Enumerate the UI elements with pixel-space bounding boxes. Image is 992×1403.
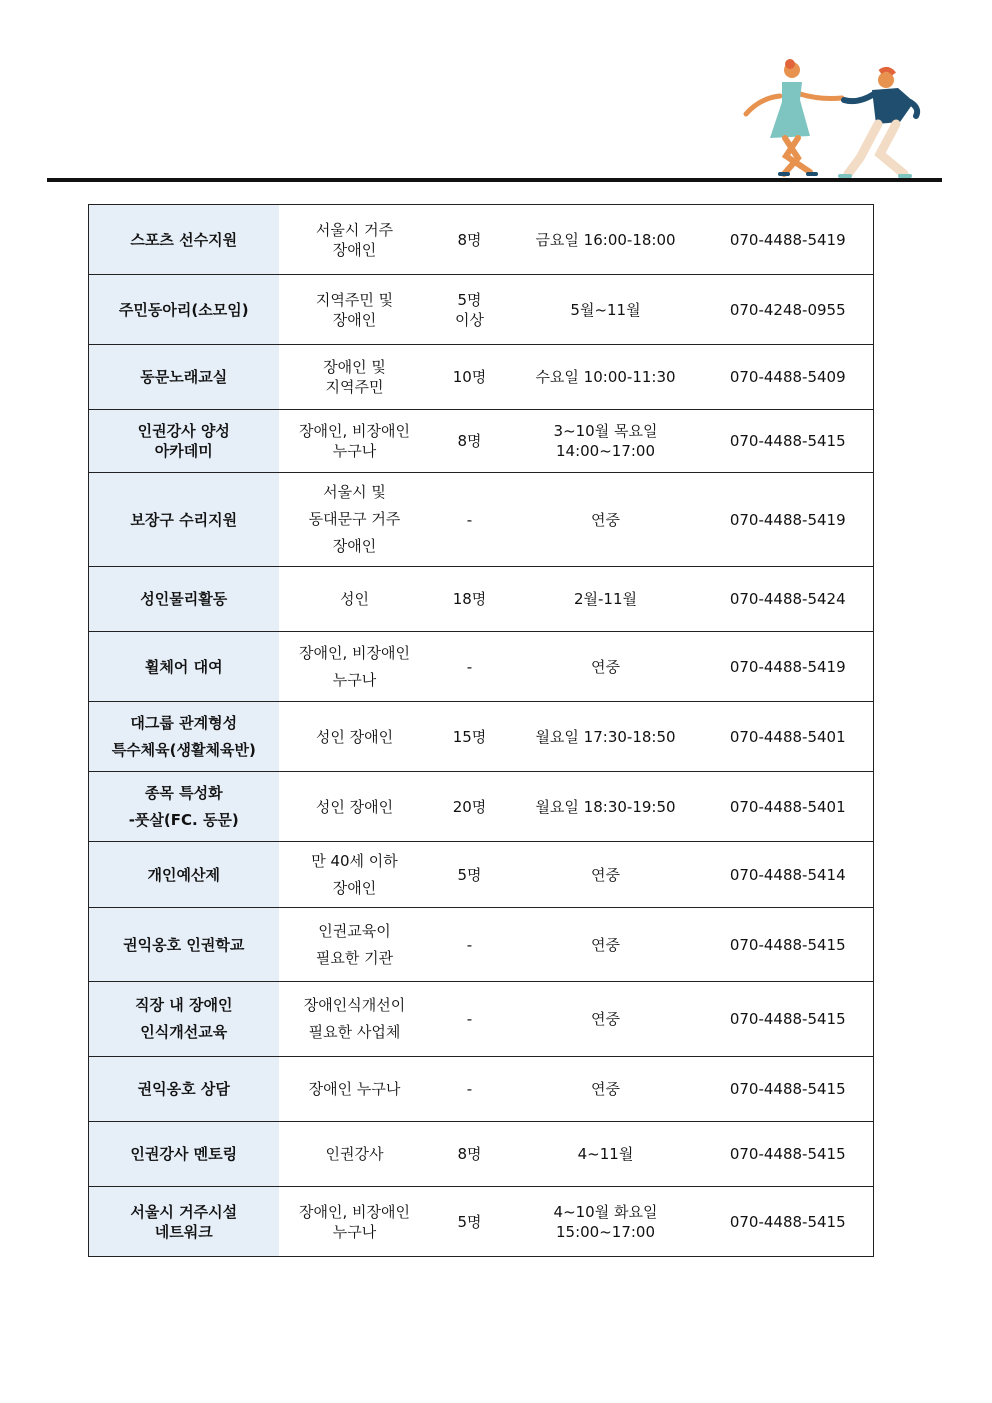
program-capacity: 8명 <box>431 1122 509 1187</box>
program-target: 서울시 및 동대문구 거주 장애인 <box>279 473 431 567</box>
table-row <box>89 772 874 842</box>
program-contact: 070-4488-5419 <box>703 205 874 275</box>
table-row <box>89 205 874 275</box>
program-capacity: 5명 <box>431 1187 509 1257</box>
program-name: 직장 내 장애인 인식개선교육 <box>89 982 279 1057</box>
table-row <box>89 1122 874 1187</box>
program-capacity: 8명 <box>431 410 509 473</box>
program-name: 스포츠 선수지원 <box>89 205 279 275</box>
program-target: 장애인 누구나 <box>279 1057 431 1122</box>
program-name: 권익옹호 인권학교 <box>89 908 279 982</box>
program-capacity: - <box>431 908 509 982</box>
program-name: 서울시 거주시설 네트워크 <box>89 1187 279 1257</box>
program-capacity: - <box>431 982 509 1057</box>
program-contact: 070-4488-5419 <box>703 473 874 567</box>
table-row <box>89 702 874 772</box>
program-capacity: 18명 <box>431 567 509 632</box>
program-contact: 070-4488-5401 <box>703 772 874 842</box>
program-name: 휠체어 대여 <box>89 632 279 702</box>
table-row <box>89 908 874 982</box>
program-schedule: 3~10월 목요일 14:00~17:00 <box>509 410 703 473</box>
program-contact: 070-4248-0955 <box>703 275 874 345</box>
dancing-couple-illustration <box>740 58 930 183</box>
table-row <box>89 842 874 908</box>
program-target: 장애인, 비장애인 누구나 <box>279 410 431 473</box>
program-capacity: 5명 <box>431 842 509 908</box>
table-row <box>89 410 874 473</box>
program-name: 대그룹 관계형성 특수체육(생활체육반) <box>89 702 279 772</box>
program-capacity: - <box>431 1057 509 1122</box>
program-target: 지역주민 및 장애인 <box>279 275 431 345</box>
program-name: 종목 특성화 -풋살(FC. 동문) <box>89 772 279 842</box>
table-row <box>89 632 874 702</box>
program-target: 장애인식개선이 필요한 사업체 <box>279 982 431 1057</box>
program-target: 장애인, 비장애인 누구나 <box>279 632 431 702</box>
program-name: 보장구 수리지원 <box>89 473 279 567</box>
program-name: 성인물리활동 <box>89 567 279 632</box>
program-contact: 070-4488-5419 <box>703 632 874 702</box>
program-schedule: 4~10월 화요일 15:00~17:00 <box>509 1187 703 1257</box>
program-name: 동문노래교실 <box>89 345 279 410</box>
program-capacity: 8명 <box>431 205 509 275</box>
table-row <box>89 345 874 410</box>
program-capacity: 5명 이상 <box>431 275 509 345</box>
program-contact: 070-4488-5415 <box>703 908 874 982</box>
program-target: 서울시 거주 장애인 <box>279 205 431 275</box>
program-schedule: 연중 <box>509 982 703 1057</box>
program-schedule: 월요일 18:30-19:50 <box>509 772 703 842</box>
program-target: 장애인, 비장애인 누구나 <box>279 1187 431 1257</box>
program-target: 성인 <box>279 567 431 632</box>
program-capacity: 15명 <box>431 702 509 772</box>
header-divider <box>47 178 942 182</box>
program-schedule: 연중 <box>509 632 703 702</box>
table-row <box>89 473 874 567</box>
program-contact: 070-4488-5401 <box>703 702 874 772</box>
program-target: 성인 장애인 <box>279 702 431 772</box>
program-target: 인권교육이 필요한 기관 <box>279 908 431 982</box>
program-name: 인권강사 멘토링 <box>89 1122 279 1187</box>
program-schedule: 연중 <box>509 473 703 567</box>
program-target: 만 40세 이하 장애인 <box>279 842 431 908</box>
program-schedule: 연중 <box>509 908 703 982</box>
table-row <box>89 1187 874 1257</box>
table-row <box>89 982 874 1057</box>
program-capacity: 20명 <box>431 772 509 842</box>
program-target: 장애인 및 지역주민 <box>279 345 431 410</box>
program-schedule: 금요일 16:00-18:00 <box>509 205 703 275</box>
program-contact: 070-4488-5414 <box>703 842 874 908</box>
program-schedule: 월요일 17:30-18:50 <box>509 702 703 772</box>
program-contact: 070-4488-5415 <box>703 1122 874 1187</box>
program-schedule: 연중 <box>509 842 703 908</box>
table-row <box>89 567 874 632</box>
program-name: 개인예산제 <box>89 842 279 908</box>
program-target: 성인 장애인 <box>279 772 431 842</box>
program-contact: 070-4488-5424 <box>703 567 874 632</box>
program-target: 인권강사 <box>279 1122 431 1187</box>
program-schedule: 2월-11월 <box>509 567 703 632</box>
program-contact: 070-4488-5415 <box>703 410 874 473</box>
program-contact: 070-4488-5415 <box>703 982 874 1057</box>
program-schedule: 5월~11월 <box>509 275 703 345</box>
program-contact: 070-4488-5415 <box>703 1057 874 1122</box>
program-contact: 070-4488-5415 <box>703 1187 874 1257</box>
program-table <box>88 204 874 1257</box>
table-row <box>89 275 874 345</box>
program-capacity: - <box>431 473 509 567</box>
program-schedule: 연중 <box>509 1057 703 1122</box>
program-contact: 070-4488-5409 <box>703 345 874 410</box>
program-capacity: 10명 <box>431 345 509 410</box>
program-name: 인권강사 양성 아카데미 <box>89 410 279 473</box>
program-capacity: - <box>431 632 509 702</box>
program-schedule: 수요일 10:00-11:30 <box>509 345 703 410</box>
program-name: 주민동아리(소모임) <box>89 275 279 345</box>
table-row <box>89 1057 874 1122</box>
program-schedule: 4~11월 <box>509 1122 703 1187</box>
program-name: 권익옹호 상담 <box>89 1057 279 1122</box>
